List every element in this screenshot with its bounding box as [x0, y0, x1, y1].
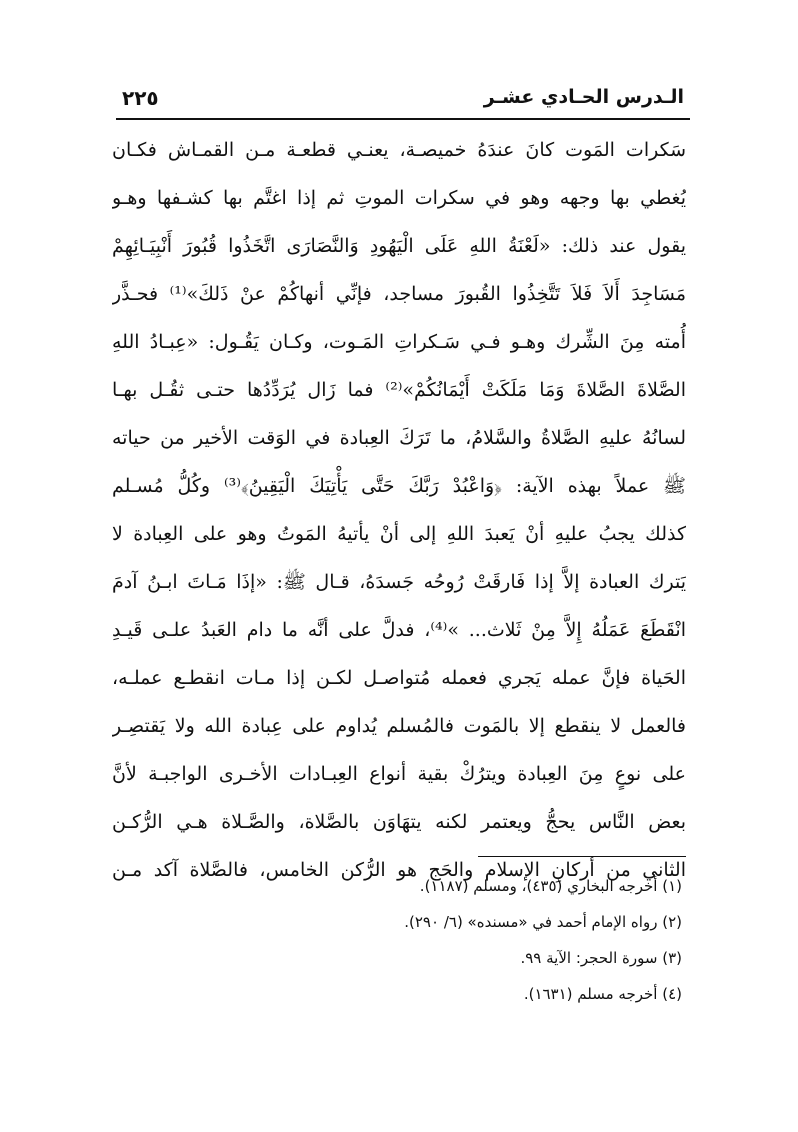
- text-line: كذلك يجبُ عليهِ أنْ يَعبدَ اللهِ إلى أنْ يأتيهُ المَوتُ وهو على العِبادة لا: [112, 523, 686, 545]
- text-line: الحَياة فإنَّ عمله يَجري فعمله مُتواصـل لكـن إذا مـات انقطـع عملـه،: [112, 667, 686, 689]
- footnote: (١) أخرجه البخاري (٤٣٥)، ومسلم (١١٨٧).: [419, 877, 682, 895]
- footnote-divider: [478, 856, 686, 857]
- text-line: يَترك العبادة إلاَّ إذا فَارقَتْ رُوحُه جَسدَهُ، قـال ﷺ: «إذَا مَـاتَ ابـنُ آدمَ: [112, 571, 686, 593]
- text-line: سَكرات المَوت كانَ عندَهُ خميصـة، يعنـي قطعـة مـن القمـاش فكـان: [112, 139, 686, 161]
- footnote: (٤) أخرجه مسلم (١٦٣١).: [523, 985, 682, 1003]
- footnotes: [112, 868, 682, 1012]
- text-line: على نوعٍ مِنَ العِبادة ويترُكْ بقية أنواع العِبـادات الأخـرى الواجبـة لأنَّ: [112, 763, 686, 785]
- text-line: الصَّلاةَ الصَّلاةَ وَمَا مَلَكَتْ أَيْمَانُكُمْ»⁽²⁾ فما زَال يُرَدِّدُها حتـى ثقُـل بهـا: [112, 379, 686, 401]
- text-line: يُغطي بها وجهه وهو في سكرات الموتِ ثم إذا اغتَّم بها كشـفها وهـو: [112, 187, 686, 209]
- body-text: [112, 126, 686, 894]
- text-line: أُمته مِنَ الشِّرك وهـو فـي سَـكراتِ المَـوت، وكـان يَقُـول: «عِبـادُ اللهِ: [112, 331, 686, 353]
- footnote: (٣) سورة الحجر: الآية ٩٩.: [520, 949, 682, 967]
- page-header: [118, 80, 688, 116]
- text-line: بعض النَّاس يحجُّ ويعتمر لكنه يتهَاوَن بالصَّلاة، والصَّـلاة هـي الرُّكـن: [112, 811, 686, 833]
- text-line: يقول عند ذلك: «لَعْنَةُ اللهِ عَلَى الْيَهُودِ وَالنَّصَارَى اتَّخَذُوا قُبُورَ أَنْبِيَـائِهِمْ: [112, 235, 686, 257]
- text-line: لسانُهُ عليهِ الصَّلاةُ والسَّلامُ، ما تَرَكَ العِبادة في الوَقت الأخير من حياته: [112, 427, 686, 449]
- footnote: (٢) رواه الإمام أحمد في «مسنده» (٦/ ٢٩٠).: [404, 913, 682, 931]
- text-line: مَسَاجِدَ أَلاَ فَلاَ تَتَّخِذُوا القُبورَ مساجد، فإنِّي أنهاكُمْ عنْ ذَلكَ»⁽¹⁾ فحـذَّر: [112, 283, 686, 305]
- text-line: الثاني من أركانِ الإسلام والحَج هو الرُّكن الخامس، فالصَّلاة آكد مـن: [112, 859, 686, 881]
- chapter-title: الـدرس الحـادي عشـر: [483, 86, 684, 108]
- header-divider: [116, 118, 690, 120]
- text-line: فالعمل لا ينقطع إلا بالمَوت فالمُسلم يُداوم على عِبادة الله ولا يَقتصِـر: [112, 715, 686, 737]
- text-line: ﷺ عملاً بهذه الآية: ﴿وَاعْبُدْ رَبَّكَ حَتَّى يَأْتِيَكَ الْيَقِينُ﴾⁽³⁾ وكُلُّ مُسـلم: [112, 475, 686, 497]
- text-line: انْقَطَعَ عَمَلُهُ إِلاَّ مِنْ ثَلاث... »⁽⁴⁾، فدلَّ على أنَّه ما دام العَبدُ علـى قَيـدِ: [112, 619, 686, 641]
- page-number: ٢٢٥: [122, 86, 159, 110]
